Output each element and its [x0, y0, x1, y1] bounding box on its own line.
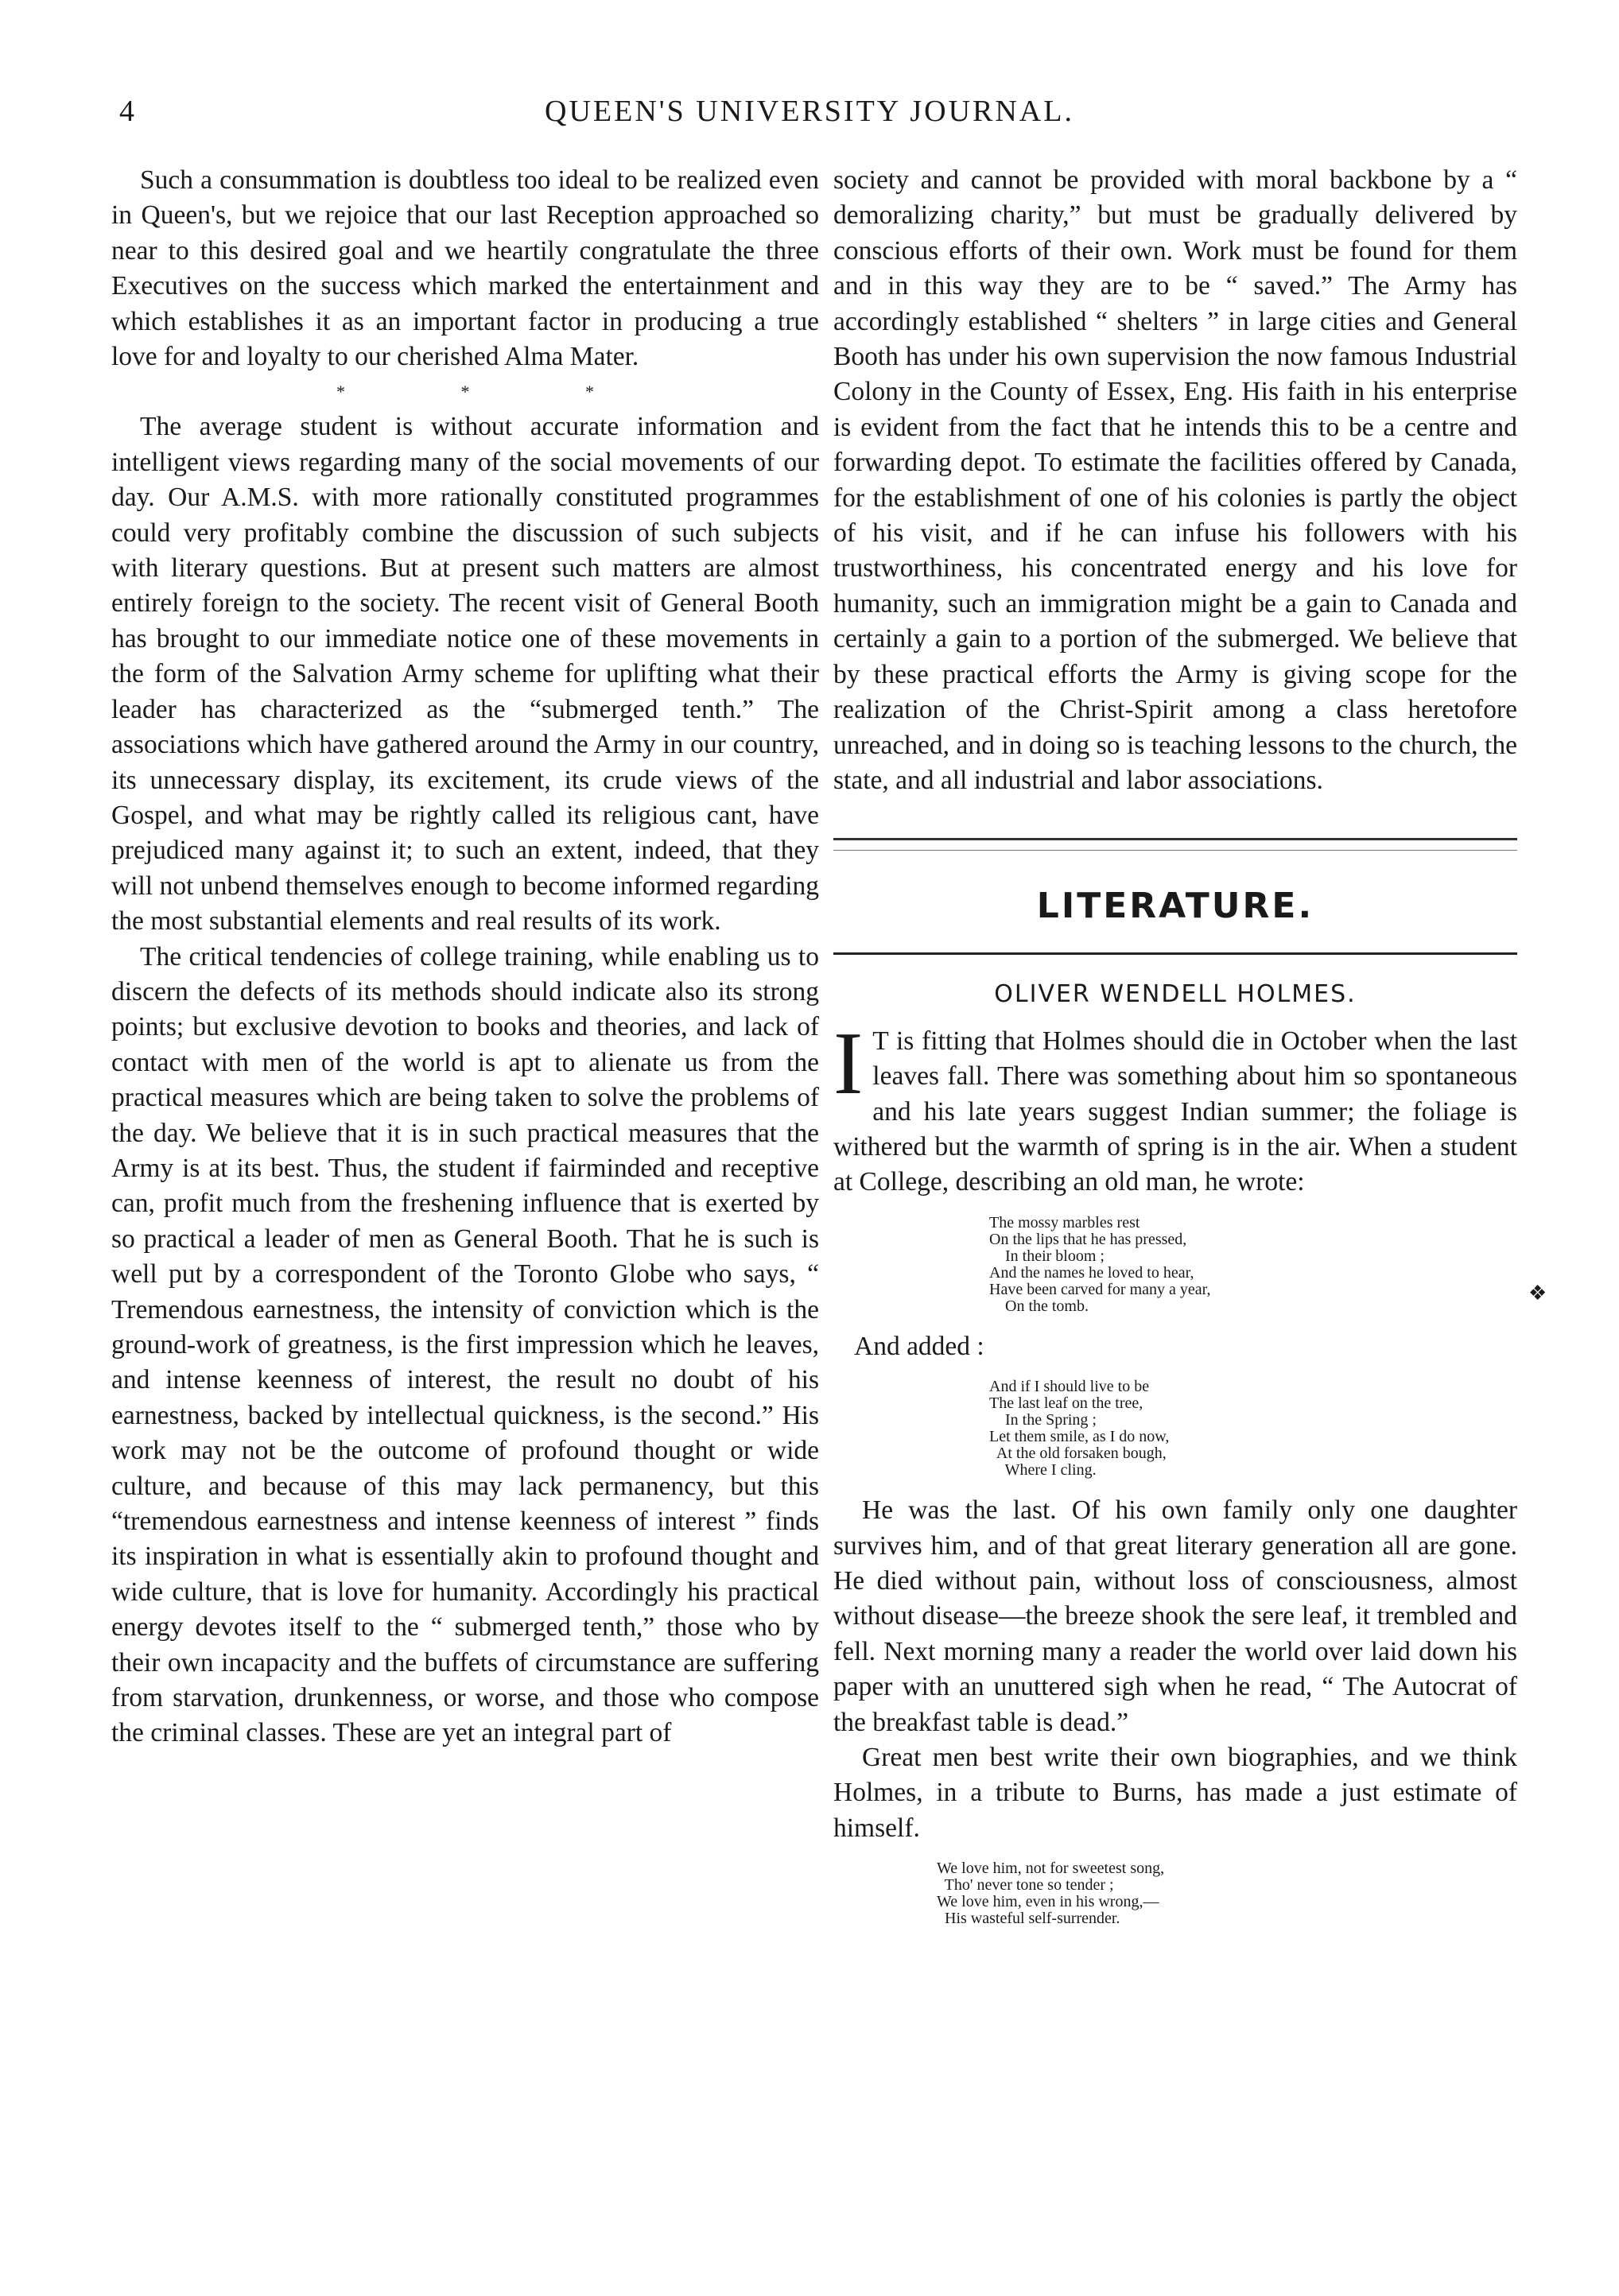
drop-cap: I: [833, 1014, 864, 1113]
poem-line: At the old forsaken bough,: [989, 1445, 1167, 1463]
poem-mossy-marbles: [833, 1215, 1517, 1315]
article-title: OLIVER WENDELL HOLMES.: [994, 980, 1357, 1009]
paragraph-social-movements: The average student is without accurate information and intelligent views regarding many of the social movements of our day. Our A.M.S. with more rationally constituted programmes could very profitably combine the discussion of such subjects with literary questions. But at present such matters are almost entirely foreign to the society. The recent visit of General Booth has brought to our immediate notice one of these movements in the form of the Salvation Army scheme for uplifting what their leader has characterized as the “submerged tenth.” The associations which have gathered around the Army in our country, its unnecessary display, its excitement, its crude views of the Gospel, and what may be rightly called its religious cant, have prejudiced many against it; to such an extent, indeed, that they will not unbend themselves enough to become informed regarding the most substantial elements and real results of its work.: [111, 412, 819, 937]
poem-line: Tho' never tone so tender ;: [937, 1876, 1114, 1895]
paragraph-reception: Such a consummation is doubtless too ideal to be realized even in Queen's, but we rejoice that our last Reception approached so near to this desired goal and we heartily congratulate the three Executives on the success which marked the entertainment and which establishes it as an important factor in producing a true love for and loyalty to our cherished Alma Mater.: [111, 165, 819, 372]
poem-last-leaf: [833, 1379, 1517, 1479]
poem-burns-tribute: [833, 1860, 1517, 1927]
paragraph-holmes-intro: [833, 1014, 1517, 1200]
right-column: [833, 163, 1517, 1941]
poem-line: His wasteful self-surrender.: [937, 1910, 1120, 1928]
poem-line: We love him, even in his wrong,—: [937, 1893, 1159, 1911]
section-title-rule: [833, 952, 1517, 955]
paragraph-college-training: The critical tendencies of college training, while enabling us to discern the defects of its methods should indicate also its strong points; but exclusive devotion to books and theories, and lack of contact with men of the world is apt to alienate us from the practical measures which are being taken to solve the problems of the day. We believe that it is in such practical measures that the Army is at its best. Thus, the student if fairminded and receptive can, profit much from the freshening influence that is exerted by so practical a leader of men as General Booth. That he is such is well put by a correspondent of the Toronto Globe who says, “ Tremendous earnestness, the intensity of conviction which is the ground-work of greatness, is the first impression which he leaves, and intense keenness of interest, the result no doubt of his earnestness, backed by intellectual quickness, is the second.” His work may not be the outcome of profound thought or wide culture, and because of this may lack permanency, but this “tremendous earnestness and intense keenness of interest ” finds its inspiration in what is essentially akin to profound thought and wide culture, that is love for humanity. Accordingly his practical energy devotes itself to the “ submerged tenth,” those who by their own incapacity and the buffets of circumstance are suffering from starvation, drunkenness, or worse, and those who compose the criminal classes. These are yet an integral part of: [111, 941, 819, 1748]
poem-line: Let them smile, as I do now,: [989, 1428, 1170, 1446]
poem-line: In the Spring ;: [989, 1411, 1097, 1429]
poem-line: In their bloom ;: [989, 1247, 1105, 1265]
margin-mark: ❖: [1528, 1282, 1547, 1305]
section-break-stars: * * *: [336, 382, 650, 402]
poem-line: The mossy marbles rest: [989, 1213, 1140, 1231]
paragraph-he-was-the-last: He was the last. Of his own family only one daughter survives him, and of that great literary generation all are gone. He died without pain, without loss of consciousness, almost without disease—the breeze shook the sere leaf, it trembled and fell. Next morning many a reader the world over laid down his paper with an unuttered sigh when he read, “ The Autocrat of the breakfast table is dead.”: [833, 1495, 1517, 1737]
left-column: [111, 163, 819, 1751]
poem-line: On the tomb.: [989, 1297, 1089, 1315]
section-divider: [833, 838, 1517, 851]
poem-line: We love him, not for sweetest song,: [937, 1860, 1165, 1878]
paragraph-salvation-army: society and cannot be provided with moral backbone by a “ demoralizing charity,” but must be gradually delivered by conscious efforts of their own. Work must be found for them and in this way they are to be “ saved.” The Army has accordingly established “ shelters ” in large cities and General Booth has under his own supervision the now famous Industrial Colony in the County of Essex, Eng. His faith in his enterprise is evident from the fact that he intends this to be a centre and forwarding depot. To estimate the facilities offered by Canada, for the establishment of one of his colonies is partly the object of his visit, and if he can infuse his followers with his trustworthiness, his concentrated energy and his love for humanity, such an immigration might be a gain to Canada and certainly a gain to a portion of the submerged. We believe that by these practical efforts the Army is giving scope for the realization of the Christ-Spirit among a class heretofore unreached, and in doing so is teaching lessons to the church, the state, and all industrial and labor associations.: [833, 165, 1517, 795]
poem-line: Have been carved for many a year,: [989, 1280, 1211, 1298]
poem-line: The last leaf on the tree,: [989, 1394, 1143, 1413]
and-added: And added :: [854, 1331, 984, 1361]
page-number: 4: [119, 95, 134, 128]
poem-line: On the lips that he has pressed,: [989, 1230, 1187, 1248]
poem-line: And the names he loved to hear,: [989, 1263, 1194, 1282]
poem-line: And if I should live to be: [989, 1378, 1150, 1396]
poem-line: Where I cling.: [989, 1461, 1097, 1480]
paragraph-holmes-intro-text: T is fitting that Holmes should die in October when the last leaves fall. There was something about him so spontaneous and his late years suggest Indian summer; the foliage is withered but the warmth of spring is in the air. When a student at College, describing an old man, he wrote:: [833, 1026, 1517, 1197]
running-head: QUEEN'S UNIVERSITY JOURNAL.: [545, 95, 1074, 128]
section-title: LITERATURE.: [1036, 886, 1314, 927]
paragraph-great-men: Great men best write their own biographies, and we think Holmes, in a tribute to Burns, has made a just estimate of himself.: [833, 1743, 1517, 1843]
